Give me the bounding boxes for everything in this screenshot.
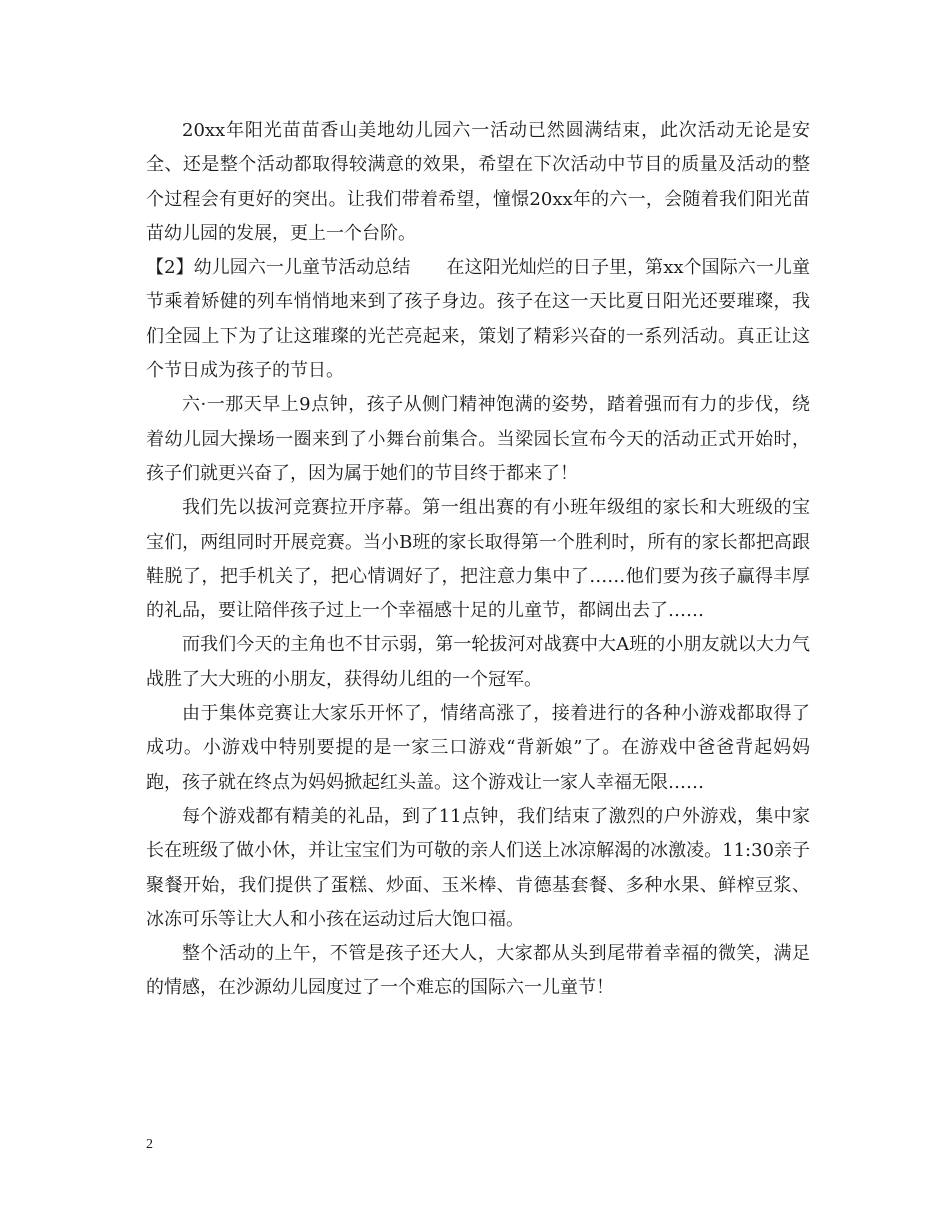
paragraph-4: 我们先以拔河竞赛拉开序幕。第一组出赛的有小班年级组的家长和大班级的宝宝们，两组同时开展竞赛。当小B班的家长取得第一个胜利时，所有的家长都把高跟鞋脱了，把手机关了，把心情调好了，把注意力集中了……他们要为孩子赢得丰厚的礼品，要让陪伴孩子过上一个幸福感十足的儿童节，都阔出去了……: [146, 497, 810, 622]
section-heading: 【2】幼儿园六一儿童节活动总结: [146, 257, 411, 279]
paragraph-7: 每个游戏都有精美的礼品，到了11点钟，我们结束了激烈的户外游戏，集中家长在班级了做小休，并让宝宝们为可敬的亲人们送上冰凉解渴的冰激凌。11:30亲子聚餐开始，我们提供了蛋糕、炒面、玉米棒、肯德基套餐、多种水果、鲜榨豆浆、冰冻可乐等让大人和小孩在运动过后大饱口福。: [146, 805, 810, 930]
paragraph-1: 20xx年阳光苗苗香山美地幼儿园六一活动已然圆满结束，此次活动无论是安全、还是整个活动都取得较满意的效果，希望在下次活动中节目的质量及活动的整个过程会有更好的突出。让我们带着希望，憧憬20xx年的六一，会随着我们阳光苗苗幼儿园的发展，更上一个台阶。: [146, 120, 810, 244]
paragraph-8: 整个活动的上午，不管是孩子还大人，大家都从头到尾带着幸福的微笑，满足的情感，在沙源幼儿园度过了一个难忘的国际六一儿童节！: [146, 943, 810, 999]
paragraph-2: [146, 251, 810, 388]
paragraph-3: 六·一那天早上9点钟，孩子从侧门精神饱满的姿势，踏着强而有力的步伐，绕着幼儿园大操场一圈来到了小舞台前集合。当梁园长宣布今天的活动正式开始时，孩子们就更兴奋了，因为属于她们的节目终于都来了！: [146, 394, 810, 484]
paragraph-5: 而我们今天的主角也不甘示弱，第一轮拔河对战赛中大A班的小朋友就以大力气战胜了大大班的小朋友，获得幼儿组的一个冠军。: [146, 634, 810, 690]
document-body: [146, 114, 810, 1006]
paragraph-2-text: 在这阳光灿烂的日子里，第xx个国际六一儿童节乘着矫健的列车悄悄地来到了孩子身边。孩子在这一天比夏日阳光还要璀璨，我们全园上下为了让这璀璨的光芒亮起来，策划了精彩兴奋的一系列活动。真正让这个节日成为孩子的节日。: [146, 257, 810, 382]
page-number: 2: [146, 1137, 153, 1152]
paragraph-6: 由于集体竞赛让大家乐开怀了，情绪高涨了，接着进行的各种小游戏都取得了成功。小游戏中特别要提的是一家三口游戏“背新娘”了。在游戏中爸爸背起妈妈跑，孩子就在终点为妈妈掀起红头盖。这个游戏让一家人幸福无限……: [146, 703, 810, 793]
